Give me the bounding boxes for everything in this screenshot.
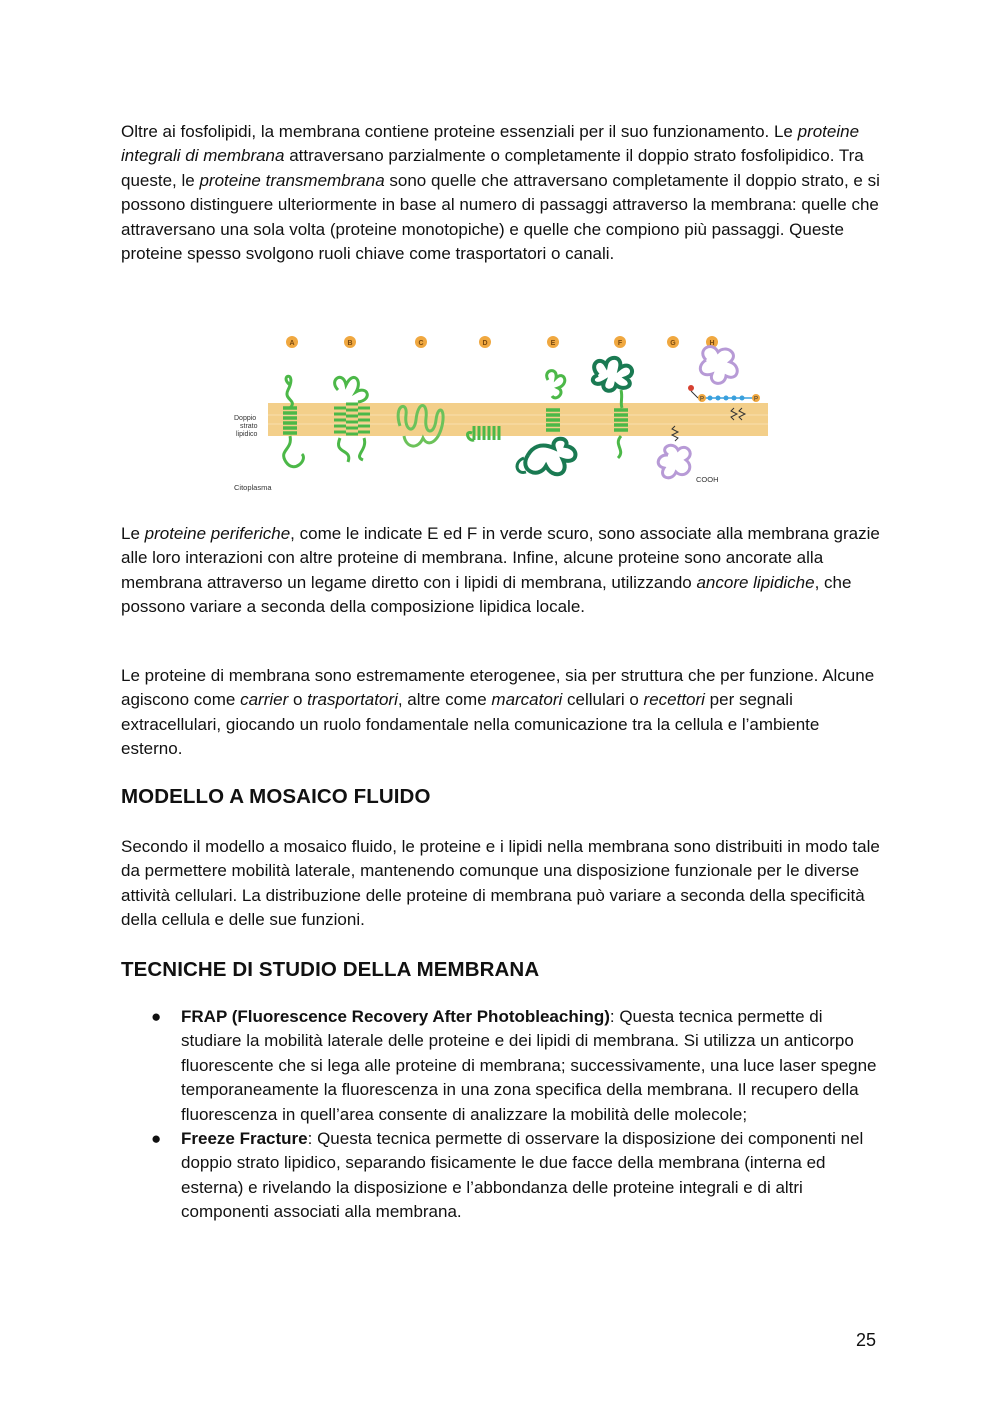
label-bilayer-2: strato <box>240 423 258 430</box>
label-cytoplasm: Citoplasma <box>234 483 272 492</box>
membrane-proteins-figure <box>228 330 773 495</box>
svg-text:B: B <box>347 340 353 347</box>
text: o <box>288 690 308 710</box>
svg-text:A: A <box>289 340 295 347</box>
bullet-icon: ● <box>151 1007 162 1026</box>
label-bilayer-3: lipidico <box>236 431 258 438</box>
text: sono quelle che attraversano completamente il doppio strato, e si possono distinguere ulteriormente in base al numero di passaggi attraverso la membrana: quelle che attraversano una sola volta (proteine monotopiche) e quelle che compiono più passaggi. Queste proteine spesso svolgono ruoli chiave come trasportatori o canali. <box>121 170 880 264</box>
techniques-list <box>121 1005 881 1225</box>
term-transmembrane-proteins: proteine transmembrana <box>199 170 385 190</box>
term-freeze-fracture: Freeze Fracture <box>181 1129 308 1149</box>
svg-text:F: F <box>617 340 623 347</box>
term-lipid-anchors: ancore lipidiche <box>696 572 815 592</box>
svg-text:G: G <box>670 340 676 347</box>
marker-f <box>614 336 626 348</box>
paragraph-heterogeneity <box>121 664 881 762</box>
text: attraversano parzialmente o completamente il doppio strato fosfolipidico. Tra queste, le <box>121 146 864 190</box>
text: , che possono variare a seconda della composizione lipidica locale. <box>121 572 852 617</box>
term-peripheral-proteins: proteine periferiche <box>144 524 291 543</box>
text: : Questa tecnica permette di osservare la disposizione dei componenti nel doppio strato lipidico, separando fisicamente le due facce della membrana (interna ed esterna) e rivelando la disposizione e l’abbondanza delle proteine integrali e di altri componenti associati alla membrana. <box>181 1129 864 1222</box>
term-receptors: recettori <box>643 690 705 710</box>
svg-text:C: C <box>418 340 424 347</box>
bullet-icon: ● <box>151 1129 162 1149</box>
paragraph-fluid-mosaic: Secondo il modello a mosaico fluido, le proteine e i lipidi nella membrana sono distribuiti in modo tale da permettere mobilità laterale, mantenendo comunque una disposizione funzionale per le diverse attività cellulari. La distribuzione delle proteine di membrana può variare a seconda della specificità della cellula e delle sue funzioni. <box>121 837 880 930</box>
heading-fluid-mosaic: MODELLO A MOSAICO FLUIDO <box>121 785 431 808</box>
marker-a <box>286 336 298 348</box>
marker-g <box>667 336 679 348</box>
letter-markers <box>286 336 718 348</box>
text: Oltre ai fosfolipidi, la membrana contiene proteine essenziali per il suo funzionamento. Le <box>121 122 798 141</box>
svg-text:H: H <box>709 340 715 347</box>
term-carrier: carrier <box>240 690 289 710</box>
svg-text:D: D <box>482 340 488 347</box>
marker-c <box>415 336 427 348</box>
term-integral-proteins: proteine integrali di membrana <box>121 122 860 166</box>
term-markers: marcatori <box>491 690 563 710</box>
text: , come le indicate E ed F in verde scuro, sono associate alla membrana grazie alle loro interazioni con altre proteine di membrana. Infine, alcune proteine sono ancorate alla membrana attraverso un legame diretto con i lipidi di membrana, utilizzando <box>121 524 880 592</box>
paragraph-peripheral-proteins <box>121 522 881 620</box>
label-cooh: COOH <box>696 475 719 484</box>
label-p-right: P <box>753 396 759 403</box>
text: Le proteine di membrana sono estremamente eterogenee, sia per struttura che per funzione. Alcune agiscono come <box>121 666 875 710</box>
label-bilayer-1: Doppio <box>234 415 257 422</box>
marker-d <box>479 336 491 348</box>
term-transporters: trasportatori <box>307 690 398 710</box>
text: cellulari o <box>562 690 644 710</box>
text: Le <box>121 524 145 543</box>
marker-e <box>547 336 559 348</box>
list-item-freeze-fracture <box>121 1127 881 1225</box>
marker-b <box>344 336 356 348</box>
list-item-frap <box>121 1005 881 1127</box>
text: , altre come <box>397 690 492 710</box>
text: per segnali extracellulari, giocando un ruolo fondamentale nella comunicazione tra la cellula e l’ambiente esterno. <box>121 690 820 759</box>
term-frap: FRAP (Fluorescence Recovery After Photobleaching) <box>181 1007 610 1026</box>
page-number: 25 <box>856 1330 877 1350</box>
text: : Questa tecnica permette di studiare la mobilità laterale delle proteine e dei lipidi di membrana. Si utilizza un anticorpo fluorescente che si lega alle proteine di membrana; successivamente, una luce laser spegne temporaneamente la fluorescenza in una zona specifica della membrana. Il recupero della fluorescenza in quell’area consente di analizzare la mobilità delle molecole; <box>181 1007 877 1124</box>
label-p-left: P <box>699 396 705 403</box>
svg-text:E: E <box>550 340 556 347</box>
paragraph-integral-proteins <box>121 120 881 266</box>
heading-techniques: TECNICHE DI STUDIO DELLA MEMBRANA <box>121 958 540 981</box>
